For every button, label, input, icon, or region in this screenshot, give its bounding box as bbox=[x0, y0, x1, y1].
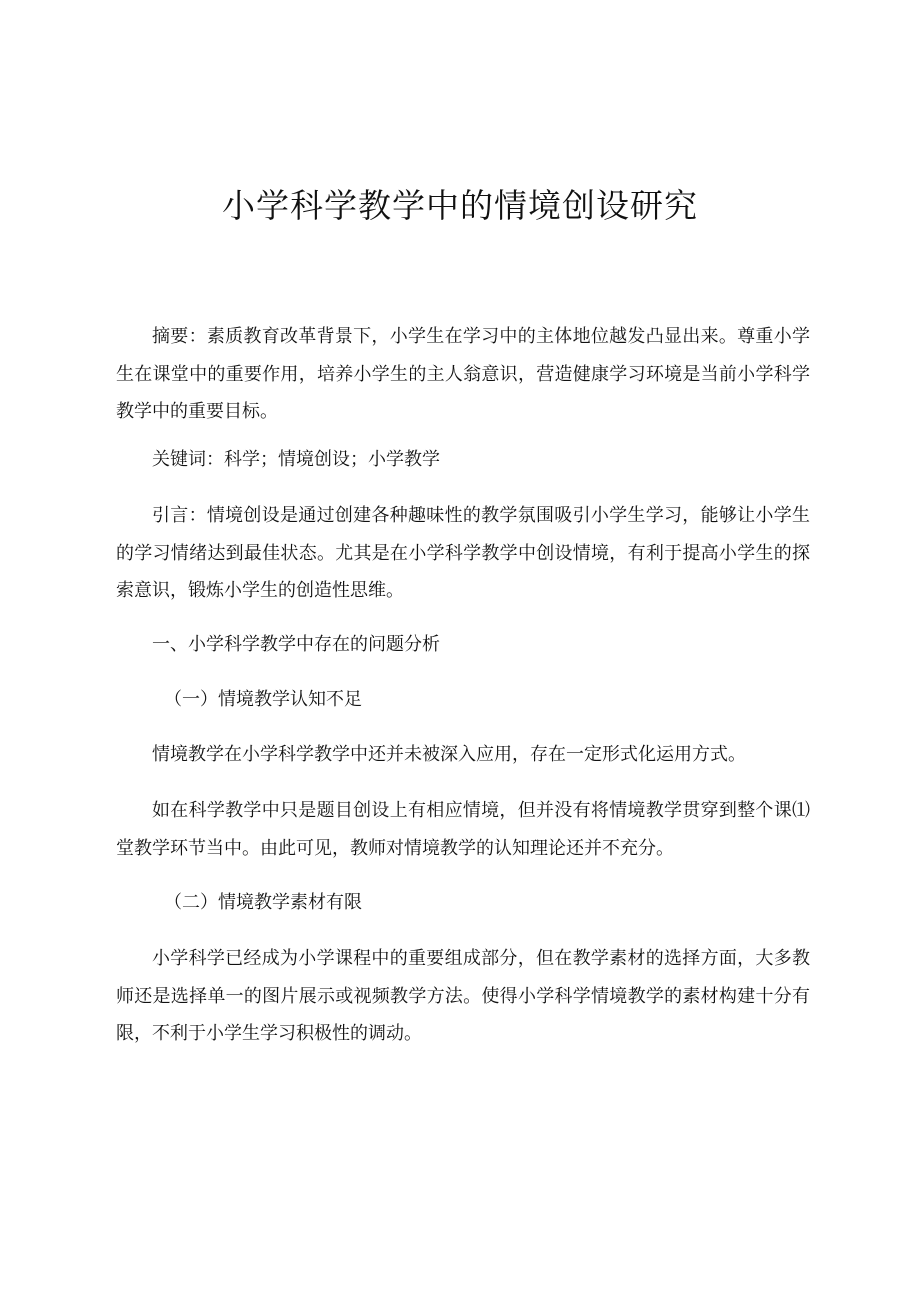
subsection-1-heading: （一）情境教学认知不足 bbox=[164, 689, 362, 710]
subsection-1-paragraph-2: 如在科学教学中只是题目创设上有相应情境，但并没有将情境教学贯穿到整个课⑴堂教学环节当中。由此可见，教师对情境教学的认知理论还并不充分。 bbox=[116, 800, 810, 859]
intro-paragraph: 引言：情境创设是通过创建各种趣味性的教学氛围吸引小学生学习，能够让小学生的学习情绪达到最佳状态。尤其是在小学科学教学中创设情境，有利于提高小学生的探索意识，锻炼小学生的创造性思维。 bbox=[116, 505, 810, 601]
subsection-1-paragraph-1: 情境教学在小学科学教学中还并未被深入应用，存在一定形式化运用方式。 bbox=[152, 744, 746, 765]
section-1-heading: 一、小学科学教学中存在的问题分析 bbox=[152, 634, 440, 655]
document-title: 小学科学教学中的情境创设研究 bbox=[222, 186, 698, 225]
subsection-2-heading: （二）情境教学素材有限 bbox=[164, 892, 362, 913]
keywords-paragraph: 关键词：科学；情境创设；小学教学 bbox=[152, 449, 440, 470]
abstract-paragraph: 摘要：素质教育改革背景下，小学生在学习中的主体地位越发凸显出来。尊重小学生在课堂中的重要作用，培养小学生的主人翁意识，营造健康学习环境是当前小学科学教学中的重要目标。 bbox=[116, 326, 810, 422]
subsection-2-paragraph-1: 小学科学已经成为小学课程中的重要组成部分，但在教学素材的选择方面，大多教师还是选择单一的图片展示或视频教学方法。使得小学科学情境教学的素材构建十分有限，不利于小学生学习积极性的调动。 bbox=[116, 948, 810, 1044]
